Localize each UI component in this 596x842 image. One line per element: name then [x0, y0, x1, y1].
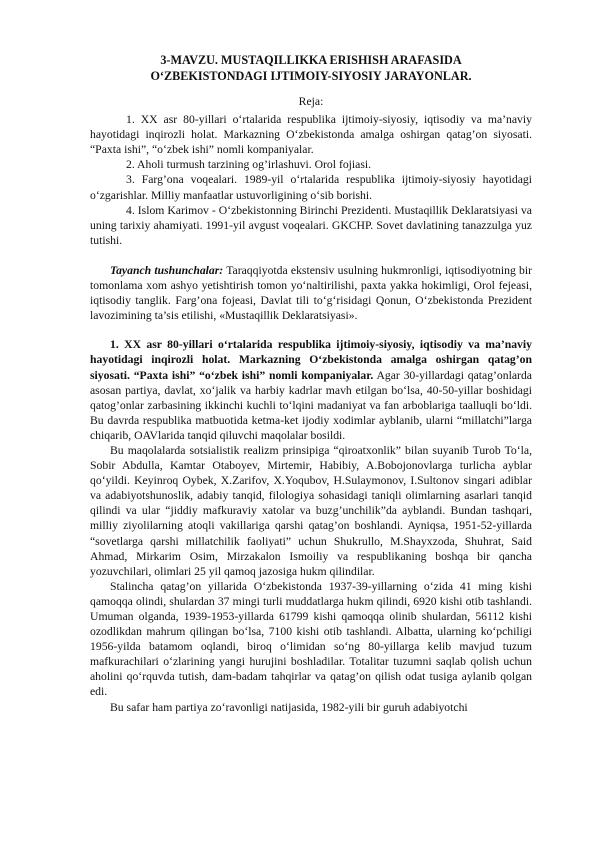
section-1-paragraph — [90, 337, 532, 443]
plan-item-1: 1. XX asr 80-yillari o‘rtalarida respublika ijtimoiy-siyosiy, iqtisodiy va ma’naviy hayotidagi inqirozli holat. Markazning O‘zbekistonda amalga oshirgan qatag’on siyosati. “Paxta ishi”, “o‘zbek ishi” nomli kompaniyalar. — [90, 113, 532, 157]
section-1-intro: Agar 30-yillardagi qatag’onlarda asosan partiya, davlat, xo‘jalik va harbiy kadrlar mavh etilgan bo‘lsa, 40-50-yillar boshidagi qatog’onlar zarbasining ikkinchi kuchli to‘lqini madaniyat va fan arboblariga taalluqli bo‘ldi. Bu davrda respublika matbuotida ketma-ket ijodiy xodimlar ayblanib, ularni “millatchi”larga chiqarib, OAVlarida tanqid qiluvchi maqolalar bosildi. — [90, 368, 532, 442]
page-title-line-1: 3-MAVZU. MUSTAQILLIKKA ERISHISH ARAFASIDA — [160, 53, 462, 67]
body-paragraph-2: Stalincha qatag’on yillarida O‘zbekistonda 1937-39-yillarning o‘zida 41 ming kishi qamoqqa olindi, shulardan 37 mingi turli muddatlarga hukm qilindi, 6920 kishi otib tashlandi. Umuman olganda, 1939-1953-yillarda 61799 kishi qamoqqa olinib shulardan, 56112 kishi ozodlikdan mahrum qilingan bo‘lsa, 7100 kishi otib tashlandi. Albatta, ularning ko‘pchiligi 1956-yilda batamom oqlandi, biroq o‘limidan so‘ng 80-yillarga kelib mavjud tuzum mafkurachilari o‘zlarining yangi hurujini boshladilar. Totalitar tuzumni saqlab qolish uchun aholini qo‘rquvda tutish, dam-badam tahqirlar va qatag’on qilish odat tusiga aylanib qolgan edi. — [90, 579, 532, 699]
keywords-paragraph — [90, 263, 532, 323]
plan-item-4: 4. Islom Karimov - O‘zbekistonning Birinchi Prezidenti. Mustaqillik Deklaratsiyasi va uning tarixiy ahamiyati. 1991-yil avgust voqealari. GKCHP. Sovet davlatining tanazzulga yuz tutishi. — [90, 203, 532, 247]
page-title-line-2: O‘ZBEKISTONDAGI IJTIMOIY-SIYOSIY JARAYONLAR. — [150, 69, 472, 83]
plan-heading: Reja: — [298, 95, 324, 108]
body-paragraph-1: Bu maqolalarda sotsialistik realizm prinsipiga “qiroatxonlik” bilan suyanib Turob To‘la, Sobir Abdulla, Kamtar Otaboyev, Mirtemir, Habibiy, A.Bobojonovlarga turlicha ayblar qo‘yildi. Keyinroq Oybek, X.Zarifov, X.Yoqubov, H.Sulaymonov, I.Sultonov singari adiblar va adabiyotshunoslik, adabiy tanqid, filologiya sohasidagi taniqli olimlarning asarlari tanqid qilindi va ular “jiddiy mafkuraviy xatolar va buzg’unchilik”da ayblandi. Bundan tashqari, milliy ziyolilarning atoqli vakillariga qarshi qatag’on boshlandi. Ayniqsa, 1951-52-yillarda “sovetlarga qarshi millatchilik faoliyati” uchun Shukrullo, M.Shayxzoda, Shuhrat, Said Ahmad, Mirkarim Osim, Mirzakalon Ismoiliy va respublikaning boshqa bir qancha yozuvchilari, olimlari 25 yil qamoq jazosiga hukm qilindilar. — [90, 443, 532, 578]
plan-item-2: 2. Aholi turmush tarzining og’irlashuvi. Orol fojiasi. — [126, 158, 372, 172]
section-1-heading: 1. XX asr 80-yillari o‘rtalarida respublika ijtimoiy-siyosiy, iqtisodiy va ma’naviy hayotidagi inqirozli holat. Markazning O‘zbekistonda amalga oshirgan qatag’on siyosati. “Paxta ishi” “o‘zbek ishi” nomli kompaniyalar. — [90, 338, 532, 382]
body-paragraph-3: Bu safar ham partiya zo‘ravonligi natijasida, 1982-yili bir guruh adabiyotchi — [110, 700, 468, 714]
keywords-text: Taraqqiyotda ekstensiv usulning hukmronligi, iqtisodiyotning bir tomonlama xom ashyo yetishtirish tomon yo‘naltirilishi, paxta yakka hokimligi, Orol fejeasi, iqtisodiy tanglik. Farg’ona fojeasi, Davlat tili to‘g‘risidagi Qonun, O‘zbekistonda Prezident lavozimining ta’sis etilishi, «Mustaqillik Deklaratsiyasi». — [90, 263, 532, 323]
keywords-label: Tayanch tushunchalar: — [110, 263, 224, 277]
plan-item-3: 3. Farg’ona voqealari. 1989-yil o‘rtalarida respublika ijtimoiy-siyosiy hayotidagi o‘zgarishlar. Milliy manfaatlar ustuvorligining o‘sib borishi. — [90, 173, 532, 202]
